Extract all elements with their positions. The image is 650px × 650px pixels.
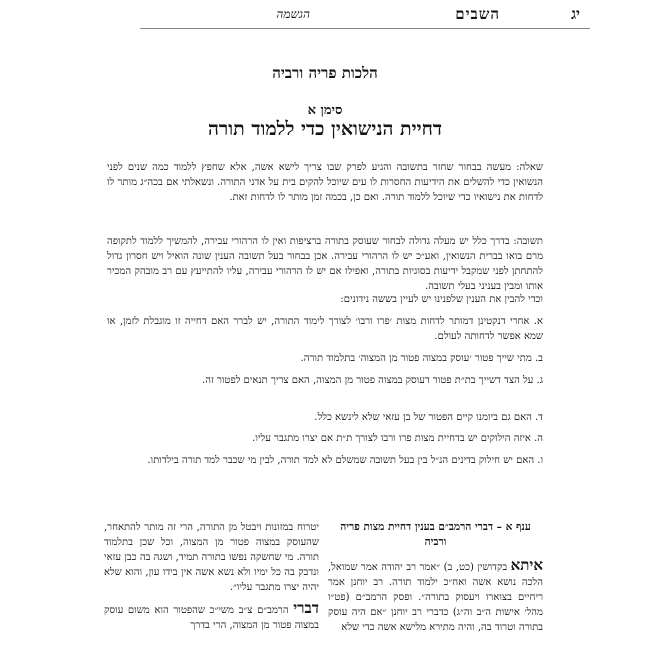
- topic-item: ו. האם יש חילוק בדינים הנ״ל בין בעל תשובה שמשלם לא למד תורה, לבין מי שכבר למד תורה בילדותו.: [147, 455, 543, 466]
- topic-item: ג. על הצד דשייך בת״ת פטור דעוסק במצוה פטור מן המצוה, האם צריך תנאים לפטור זה.: [202, 375, 543, 386]
- right-column-body: בקדושין (כט, ב) ״אמר רב יהודה אמר שמואל, הלכה נושא אשה ואח״כ ילמוד תורה. רב יוחנן אמר ריחיים בצוארו ויעסוק בתורה״. ופסק הרמב״ם (פט״ו מהל׳ אישות ה״ב וה״ג) כדברי רב יוחנן ״אם היה עוסק בתורה וטרוד בה, והיה מתירא מלישא אשה כדי שלא: [328, 562, 543, 633]
- left-column: [104, 520, 319, 633]
- left-column-body: הרמב״ם צ״ב משי״כ שהפטור הוא משום עוסק במצוה פטור מן המצוה, הרי בדרך: [104, 605, 319, 631]
- book-title: השבים: [455, 5, 500, 23]
- header-divider: [140, 28, 590, 29]
- main-title: דחיית הנישואין כדי ללמוד תורה: [208, 118, 442, 140]
- section-title: הלכות פריה ורביה: [272, 64, 378, 82]
- left-column-para-2: [104, 601, 319, 633]
- intro-line: וכדי להבין את הענין שלפנינו יש לעיין בששה נידונים:: [340, 294, 543, 305]
- running-header: [150, 5, 580, 27]
- right-column-text: [328, 558, 543, 635]
- right-column: [328, 520, 543, 635]
- opening-word: איתא: [510, 556, 543, 574]
- topic-item: ד. האם גם ביומנו קיים הפטור של בן עזאי שלא לינשא כלל.: [314, 412, 543, 423]
- opening-word: דברי: [293, 599, 319, 617]
- topic-item: ה. איזה הילוקים יש בדחיית מצות פרו ורבו לצורך ת״ת אם יצרו מתגבר עליו.: [252, 433, 543, 444]
- branch-title: ענף א – דברי הרמב״ם בענין דחיית מצות פריה ורביה: [340, 521, 531, 548]
- answer-paragraph: תשובה: בדרך כלל יש מעלה גדולה לבחור שעוסק בתורה ברציפות ואין לו הרהורי עבירה, להמשיך ללמוד לתקופה מרם בואו בברית הנשואין, ואע״כ יש לו הרהורי עבירה. אכן בבחור בעל תשובה הענין שונה הואיל ויש חסרון גדול להתחתן לפני שמקבל ידיעות בסוגיות בתורה, ואפילו אם יש לו הרהורי עבירה, עליו להתייעץ עם רב מובהק המכיר אותו ומבין בעניני בעלי תשובה.: [107, 236, 543, 292]
- handwritten-note: הגשמה: [276, 7, 310, 21]
- question-paragraph: שאלה: מעשה בבחור שחזר בתשובה והגיע לפרק שבו צריך לישא אשה, אלא שחפץ ללמוד כמה שנים לפני הנשואין כדי להשלים את הידיעות החסרות לו עים שיוכל להקים בית על אדני התורה. ונשאלתי אם בכה״ג מותר לו לדחות את נישואיו כדי שיוכל ללמוד תורה. ואם כן, בכמה זמן מותר לו לדחות זאת.: [107, 162, 543, 203]
- siman-label: סימן א: [307, 103, 343, 118]
- left-column-para-1: יטרוח במזונות ויבטל מן התורה, הרי זה מותר להתאחר, שהעוסק במצוה פטור מן המצוה, וכל שכן בתלמוד תורה. מי שחשקה נפשו בתורה תמיד, ושגה בה כבן עזאי ונדבק בה כל ימיו ולא נשא אשה אין בידו עון, והוא שלא יהיה יצרו מתגבר עליו״.: [104, 522, 319, 593]
- topic-item: ב. מתי שייך פטור ׳עוסק במצוה פטור מן המצוה׳ בתלמוד תורה.: [300, 353, 543, 364]
- topic-item: א. אחרי דנקטינן דמותר לדחות מצות ׳פרו ורבו׳ לצורך לימוד התורה, יש לברר האם דחייה זו מוגבלת לזמן, או שמא אפשר לדחותה לעולם.: [107, 316, 543, 342]
- page-number: יג: [571, 5, 580, 23]
